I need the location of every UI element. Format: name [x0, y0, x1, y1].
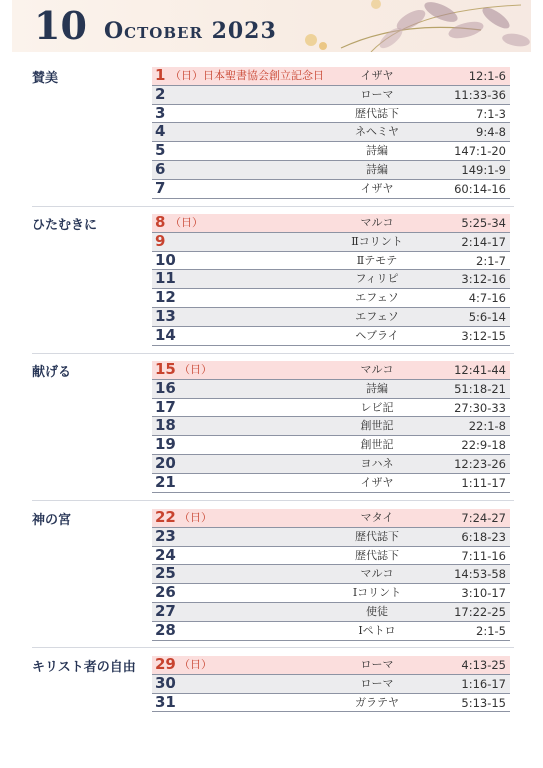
- reading-verse: 7:11-16: [461, 548, 506, 563]
- day-note: （日）: [179, 658, 212, 671]
- leaf-decoration: [281, 0, 531, 52]
- month-year: October 2023: [104, 18, 277, 44]
- reading-book: Ⅱテモテ: [356, 253, 398, 267]
- reading-book: エフェソ: [355, 309, 399, 323]
- reading-book: 歴代誌下: [355, 529, 399, 543]
- calendar-header: [12, 0, 531, 52]
- reading-book: ヘブライ: [355, 328, 399, 342]
- day-number: 9: [155, 231, 166, 250]
- day-row: [152, 656, 510, 675]
- reading-book: フィリピ: [355, 272, 399, 286]
- week-theme: キリスト者の自由: [32, 660, 136, 675]
- reading-book: 創世記: [360, 419, 394, 433]
- reading-book: マルコ: [360, 363, 394, 376]
- day-row: [152, 86, 510, 105]
- reading-book: 使徒: [366, 604, 388, 618]
- reading-book: ガラテヤ: [355, 695, 399, 709]
- reading-verse: 7:24-27: [461, 511, 506, 525]
- reading-verse: 1:11-17: [461, 475, 506, 490]
- day-number: 12: [155, 288, 176, 307]
- day-row: [152, 233, 510, 252]
- reading-book: マタイ: [360, 511, 394, 524]
- reading-book: イザヤ: [360, 69, 394, 82]
- day-row: [152, 380, 510, 399]
- day-number: 2: [155, 84, 166, 103]
- week-theme: 神の宮: [32, 513, 72, 528]
- reading-verse: 4:13-25: [461, 658, 506, 672]
- divider: [32, 500, 514, 501]
- day-row: [152, 180, 510, 199]
- reading-verse: 51:18-21: [454, 381, 506, 396]
- day-number: 28: [155, 620, 176, 639]
- reading-book: レビ記: [360, 400, 394, 414]
- reading-verse: 12:41-44: [454, 363, 506, 377]
- day-number: 18: [155, 416, 176, 435]
- day-row: [152, 252, 510, 271]
- day-row: [152, 622, 510, 641]
- reading-book: 歴代誌下: [355, 548, 399, 562]
- day-row: [152, 361, 510, 380]
- day-number: 5: [155, 141, 166, 160]
- reading-verse: 9:4-8: [476, 125, 506, 140]
- day-number: 8: [155, 213, 166, 231]
- reading-book: ヨハネ: [360, 456, 394, 470]
- reading-book: ローマ: [360, 658, 394, 671]
- day-row: [152, 327, 510, 346]
- reading-verse: 22:9-18: [461, 438, 506, 453]
- day-number: 14: [155, 325, 176, 344]
- divider: [32, 647, 514, 648]
- reading-book: Ⅱコリント: [351, 234, 403, 248]
- day-list: [152, 214, 510, 346]
- day-note: （日）: [179, 511, 212, 524]
- reading-book: ネヘミヤ: [355, 125, 399, 139]
- divider: [32, 206, 514, 207]
- day-number: 20: [155, 453, 176, 472]
- day-number: 24: [155, 545, 176, 564]
- reading-book: エフェソ: [355, 291, 399, 305]
- day-row: [152, 105, 510, 124]
- week-theme: ひたむきに: [32, 218, 98, 233]
- divider: [32, 353, 514, 354]
- day-number: 27: [155, 601, 176, 620]
- reading-verse: 12:23-26: [454, 456, 506, 471]
- reading-verse: 3:12-15: [461, 328, 506, 343]
- reading-verse: 27:30-33: [454, 400, 506, 415]
- reading-verse: 22:1-8: [468, 419, 506, 434]
- day-row: [152, 161, 510, 180]
- day-number: 31: [155, 692, 176, 711]
- reading-verse: 11:33-36: [454, 87, 506, 102]
- reading-verse: 2:14-17: [461, 234, 506, 249]
- day-number: 23: [155, 526, 176, 545]
- reading-verse: 6:18-23: [461, 529, 506, 544]
- reading-verse: 14:53-58: [454, 567, 506, 582]
- day-number: 1: [155, 66, 166, 84]
- day-number: 10: [155, 250, 176, 269]
- reading-verse: 1:16-17: [461, 676, 506, 691]
- reading-book: 詩編: [366, 144, 388, 158]
- reading-book: 詩編: [366, 381, 388, 395]
- reading-book: イザヤ: [360, 181, 394, 195]
- reading-book: 創世記: [360, 438, 394, 452]
- day-row: [152, 436, 510, 455]
- reading-verse: 5:25-34: [461, 216, 506, 230]
- day-list: [152, 509, 510, 641]
- reading-verse: 149:1-9: [461, 162, 506, 177]
- day-note: （日）: [179, 363, 212, 376]
- day-row: [152, 270, 510, 289]
- month-number: 10: [34, 3, 87, 48]
- reading-book: ローマ: [360, 676, 394, 690]
- day-row: [152, 603, 510, 622]
- day-row: [152, 67, 510, 86]
- reading-book: ローマ: [360, 87, 394, 101]
- day-row: [152, 455, 510, 474]
- week-theme: 賛美: [32, 71, 59, 86]
- day-row: [152, 308, 510, 327]
- day-note: （日）日本聖書協会創立記念日: [170, 69, 324, 82]
- day-number: 26: [155, 583, 176, 602]
- reading-verse: 60:14-16: [454, 181, 506, 196]
- reading-verse: 2:1-7: [476, 253, 506, 268]
- day-row: [152, 694, 510, 713]
- reading-verse: 12:1-6: [468, 69, 506, 83]
- day-number: 16: [155, 378, 176, 397]
- day-number: 11: [155, 269, 176, 288]
- day-number: 4: [155, 122, 166, 141]
- day-row: [152, 675, 510, 694]
- day-row: [152, 474, 510, 493]
- day-row: [152, 417, 510, 436]
- reading-verse: 7:1-3: [476, 106, 506, 121]
- reading-book: マルコ: [360, 567, 394, 581]
- reading-verse: 3:10-17: [461, 586, 506, 601]
- day-row: [152, 399, 510, 418]
- reading-verse: 3:12-16: [461, 272, 506, 287]
- day-row: [152, 289, 510, 308]
- reading-book: マルコ: [360, 216, 394, 229]
- day-row: [152, 142, 510, 161]
- day-row: [152, 584, 510, 603]
- reading-book: Ⅰペトロ: [358, 623, 396, 637]
- day-number: 7: [155, 178, 166, 197]
- reading-verse: 147:1-20: [454, 144, 506, 159]
- day-number: 3: [155, 103, 166, 122]
- day-list: [152, 67, 510, 199]
- day-number: 21: [155, 472, 176, 491]
- reading-book: 歴代誌下: [355, 106, 399, 120]
- day-number: 30: [155, 673, 176, 692]
- reading-book: 詩編: [366, 162, 388, 176]
- day-number: 6: [155, 159, 166, 178]
- reading-verse: 4:7-16: [468, 291, 506, 306]
- reading-verse: 2:1-5: [476, 623, 506, 638]
- day-row: [152, 565, 510, 584]
- day-list: [152, 361, 510, 493]
- day-row: [152, 528, 510, 547]
- reading-verse: 5:6-14: [468, 309, 506, 324]
- day-number: 17: [155, 397, 176, 416]
- reading-verse: 17:22-25: [454, 604, 506, 619]
- day-row: [152, 547, 510, 566]
- day-number: 22: [155, 508, 176, 526]
- day-row: [152, 123, 510, 142]
- day-number: 13: [155, 306, 176, 325]
- week-theme: 献げる: [32, 365, 72, 380]
- reading-book: イザヤ: [360, 475, 394, 489]
- day-row: [152, 509, 510, 528]
- day-number: 25: [155, 564, 176, 583]
- day-number: 15: [155, 360, 176, 378]
- day-number: 19: [155, 435, 176, 454]
- day-list: [152, 656, 510, 712]
- reading-verse: 5:13-15: [461, 695, 506, 710]
- day-note: （日）: [170, 216, 203, 229]
- reading-book: Ⅰコリント: [352, 586, 402, 600]
- day-row: [152, 214, 510, 233]
- day-number: 29: [155, 655, 176, 673]
